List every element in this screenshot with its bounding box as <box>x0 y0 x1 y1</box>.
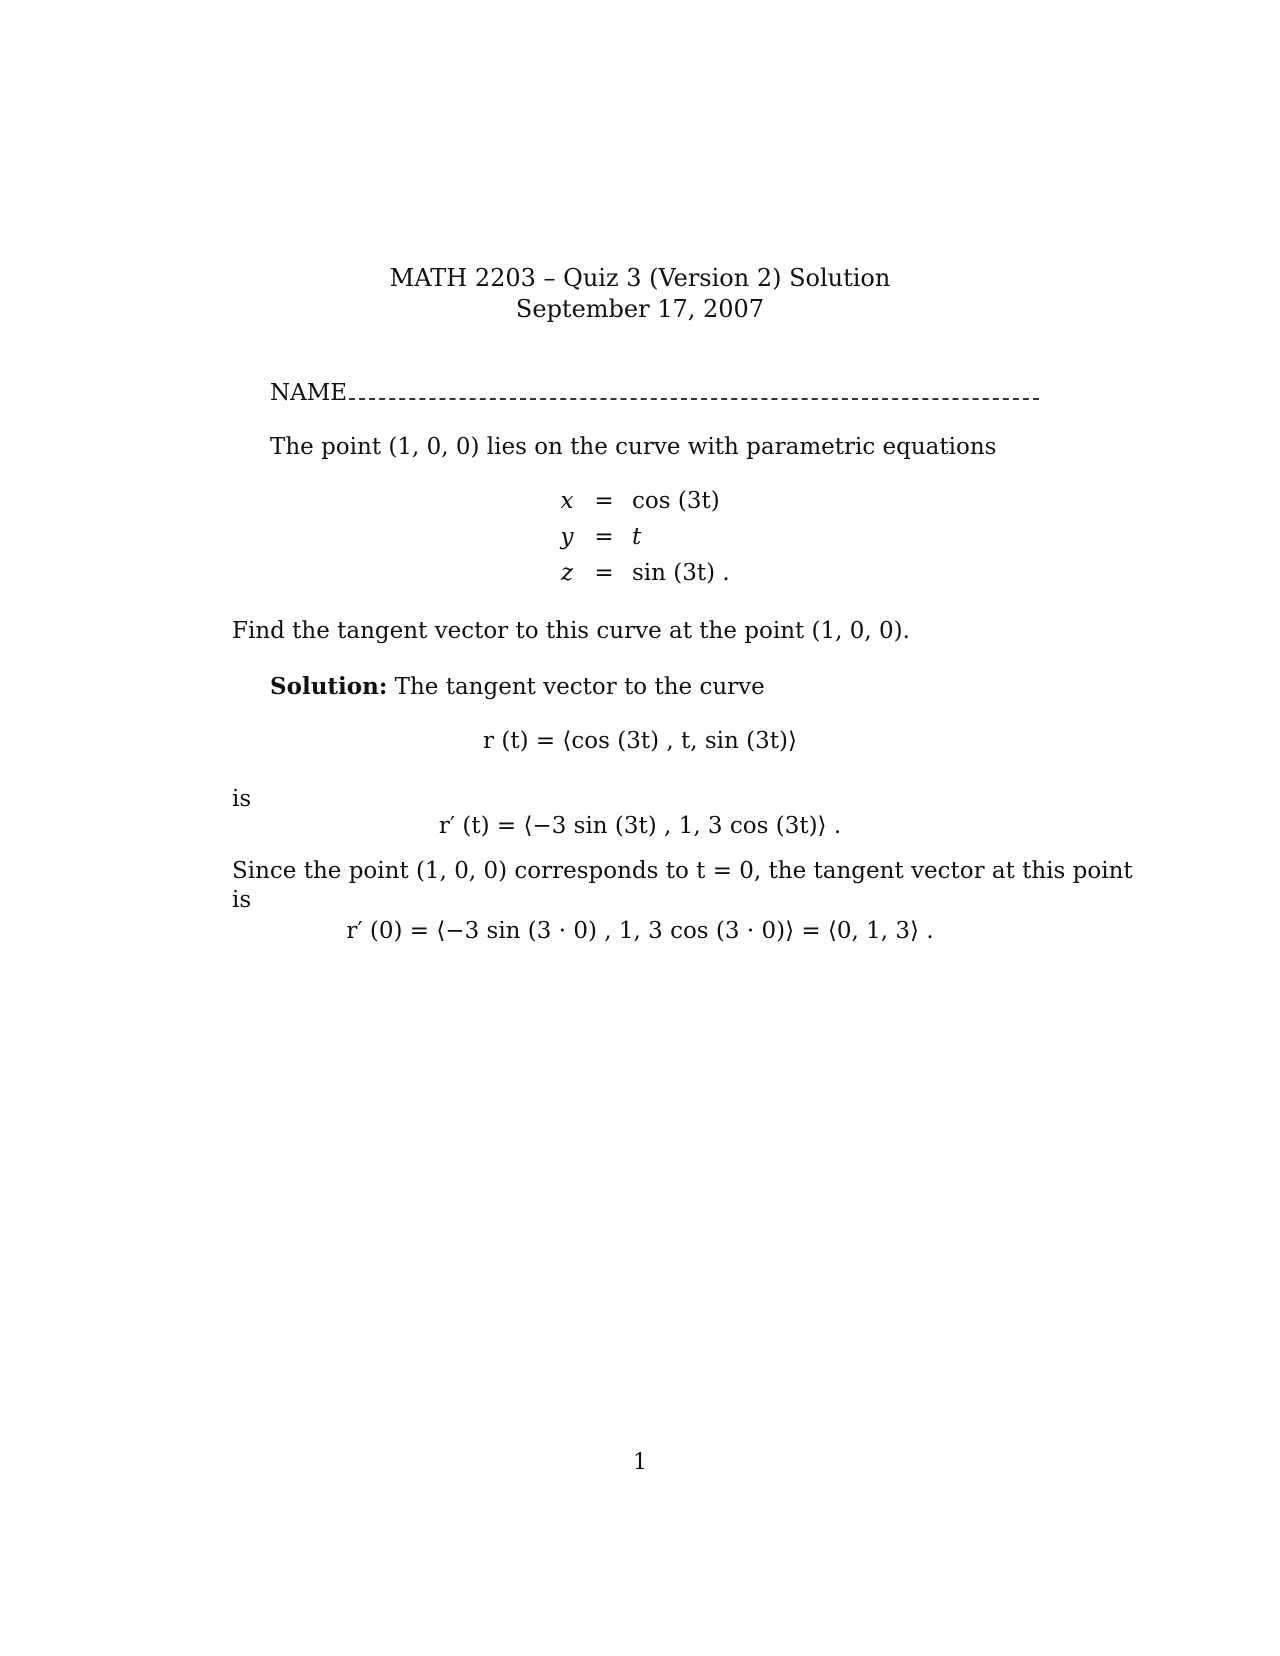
solution-intro <box>270 675 765 699</box>
equation-sign: = <box>594 560 614 586</box>
r-definition-equation: r (t) = ⟨cos (3t) , t, sin (3t)⟩ <box>483 728 797 754</box>
equation-rhs: cos (3t) <box>632 488 720 514</box>
connector-text: is <box>232 887 252 913</box>
equation-sign: = <box>594 488 614 514</box>
solution-text: The tangent vector to the curve <box>387 674 765 700</box>
name-blank-line <box>349 380 1039 400</box>
problem-question: Find the tangent vector to this curve at the point (1, 0, 0). <box>232 618 910 644</box>
name-field <box>270 380 1039 405</box>
since-text: Since the point (1, 0, 0) corresponds to t = 0, the tangent vector at this point <box>232 858 1133 884</box>
equation-variable: x <box>560 488 574 514</box>
connector-text: is <box>232 786 252 812</box>
equation-rhs: sin (3t) . <box>632 560 730 586</box>
problem-intro: The point (1, 0, 0) lies on the curve with parametric equations <box>270 434 997 460</box>
r-zero-equation: r′ (0) = ⟨−3 sin (3 · 0) , 1, 3 cos (3 · 0)⟩ = ⟨0, 1, 3⟩ . <box>346 918 934 944</box>
name-label: NAME <box>270 380 348 406</box>
solution-label: Solution: <box>270 673 388 700</box>
r-prime-equation: r′ (t) = ⟨−3 sin (3t) , 1, 3 cos (3t)⟩ . <box>438 813 842 839</box>
equation-variable: z <box>560 560 574 586</box>
equation-rhs: t <box>632 524 642 550</box>
document-title: MATH 2203 – Quiz 3 (Version 2) Solution <box>389 264 891 292</box>
equation-sign: = <box>594 524 614 550</box>
document-date: September 17, 2007 <box>515 295 765 323</box>
equation-variable: y <box>560 524 574 550</box>
page-number: 1 <box>633 1450 647 1475</box>
